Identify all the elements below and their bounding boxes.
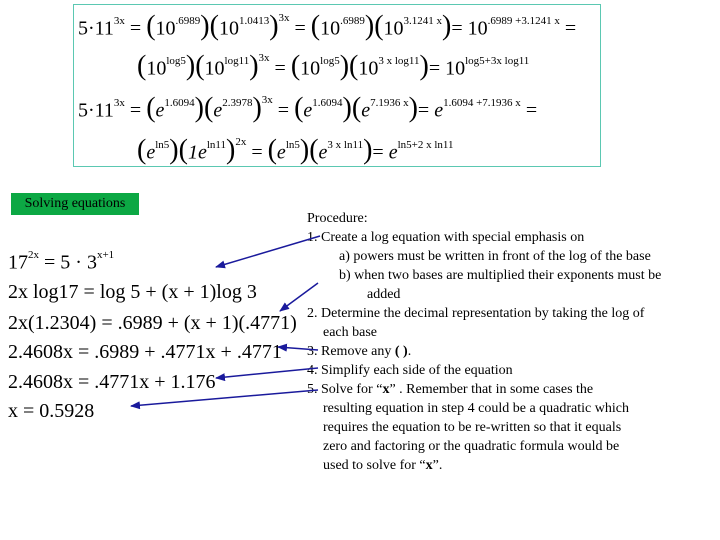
procedure-step-1b: b) when two bases are multiplied their exponents must be <box>339 268 662 283</box>
step-3: 2x(1.2304) = .6989 + (x + 1)(.4771) <box>8 312 297 334</box>
procedure-step-3: 3. Remove any ( ). <box>307 344 412 359</box>
top-equation-line-1: $5\cdot 11^{3x} = (10^{.6989})(10^{1.0413})^{3x} = (10^{.6989})(10^{3.1241 x})= 10^{.6989 +3.1241 x}$ = <box>78 10 577 42</box>
section-label: Solving equations <box>11 193 139 215</box>
top-equation-line-4: $(e^{ln5})(1e^{ln11})^{2x} = (e^{ln5})(e^{3 x ln11})= e^{ln5+2 x ln11}$ <box>137 134 454 166</box>
arrow-step-3 <box>278 347 318 350</box>
arrow-step-4 <box>216 368 318 378</box>
step-5: 2.4608x = .4771x + 1.176 <box>8 371 216 393</box>
procedure-step-5-line3: requires the equation to be re-written so that it equals <box>323 420 622 435</box>
arrow-step-5 <box>131 390 318 406</box>
step-6: x = 0.5928 <box>8 400 95 422</box>
top-equation-line-3: $5\cdot 11^{3x} = (e^{1.6094})(e^{2.3978})^{3x} = (e^{1.6094})(e^{7.1936 x})= e^{1.6094 +7.1936 x}$ = <box>78 92 538 124</box>
procedure-step-5-line2: resulting equation in step 4 could be a quadratic which <box>323 401 629 416</box>
procedure-step-2-cont: each base <box>323 325 378 340</box>
procedure-step-1a: a) powers must be written in front of the log of the base <box>339 249 651 264</box>
procedure-step-1: 1. Create a log equation with special emphasis on <box>307 230 585 245</box>
procedure-step-5: 5. Solve for “x” . Remember that in some cases the <box>307 382 594 397</box>
step-4: 2.4608x = .6989 + .4771x + .4771 <box>8 341 282 363</box>
arrow-step-1 <box>216 236 320 267</box>
arrow-step-2 <box>280 283 318 311</box>
procedure-title: Procedure: <box>307 211 368 226</box>
procedure-step-2: 2. Determine the decimal representation by taking the log of <box>307 306 645 321</box>
procedure-step-1b-cont: added <box>367 287 401 302</box>
procedure-step-4: 4. Simplify each side of the equation <box>307 363 513 378</box>
top-equation-line-2: $(10^{log5})(10^{log11})^{3x} = (10^{log5})(10^{3 x log11})= 10^{log5+3x log11}$ <box>137 50 530 82</box>
procedure-step-5-line5: used to solve for “x”. <box>323 458 443 473</box>
step-2: 2x log17 = log 5 + (x + 1)log 3 <box>8 281 257 303</box>
procedure-step-5-line4: zero and factoring or the quadratic formula would be <box>323 439 620 454</box>
step-1: $17^{2x} = 5 \cdot 3^{x+1}$ <box>8 249 115 274</box>
